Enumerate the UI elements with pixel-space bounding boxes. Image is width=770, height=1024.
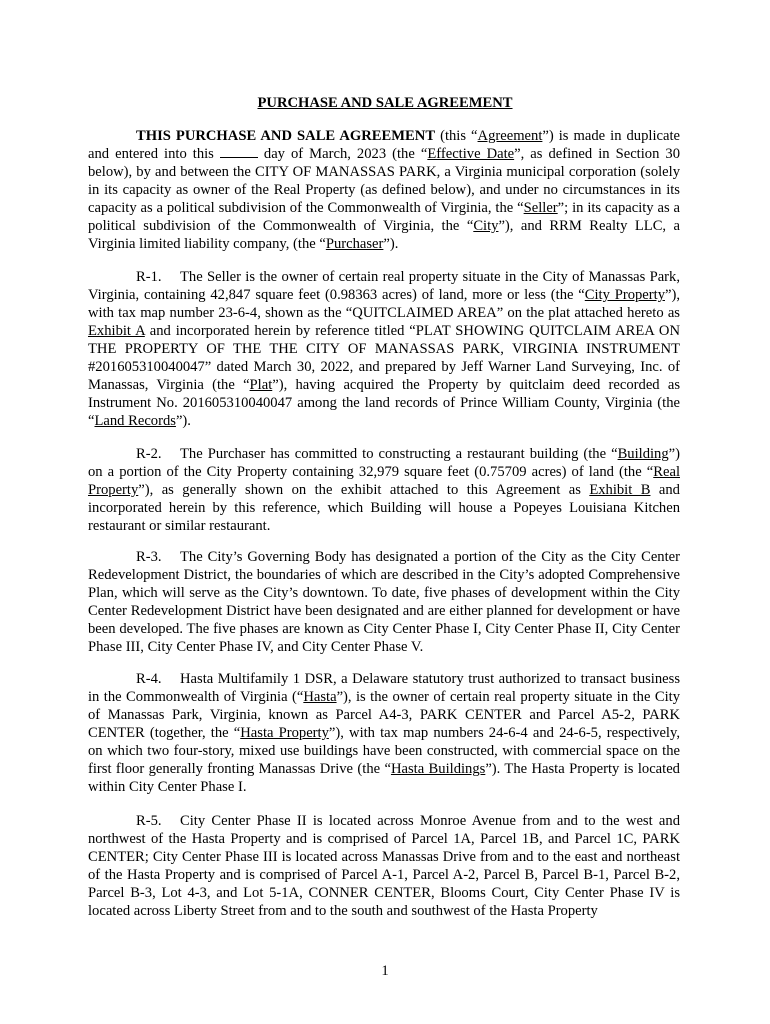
term-real-property: Real Property (88, 464, 680, 498)
term-hasta-property: Hasta Property (240, 725, 329, 741)
term-building: Building (617, 446, 669, 462)
term-purchaser: Purchaser (325, 236, 384, 252)
recital-number: R-5. (136, 813, 162, 829)
recital-number: R-2. (136, 446, 162, 462)
term-city: City (473, 218, 499, 234)
intro-lead: THIS PURCHASE AND SALE AGREEMENT (136, 128, 436, 144)
term-city-property: City Property (584, 287, 665, 303)
document-title: PURCHASE AND SALE AGREEMENT (257, 95, 513, 111)
recital-r1: R-1. The Seller is the owner of certain real property situate in the City of Manassas Park, Virginia, containing 42,847 square feet (0.98363 acres) of land, more or less (the “City Property”), with tax map number 23-6-4, shown as the “QUITCLAIMED AREA” on the plat attached hereto as Exhibit A and incorporated herein by reference titled “PLAT SHOWING QUITCLAIM AREA ON THE PROPERTY OF THE THE CITY OF MANASSAS PARK, VIRGINIA INSTRUMENT #201605310040047” dated March 30, 2022, and prepared by Jeff Warner Land Surveying, Inc. of Manassas, Virginia (the “Plat”), having acquired the Property by quitclaim deed recorded as Instrument No. 201605310040047 among the land records of Prince William County, Virginia (the “Land Records”). (88, 269, 681, 429)
term-hasta: Hasta (303, 689, 337, 705)
recital-number: R-3. (136, 549, 162, 565)
page-number: 1 (381, 963, 389, 979)
recital-r5: R-5. City Center Phase II is located across Monroe Avenue from and to the west and northwest of the Hasta Property and is comprised of Parcel 1A, Parcel 1B, and Parcel 1C, PARK CENTER; City Center Phase III is located across Manassas Drive from and to the east and northeast of the Hasta Property and is comprised of Parcel A-1, Parcel A-2, Parcel B, Parcel B-1, Parcel B-2, Parcel B-3, Lot 4-3, and Lot 5-1A, CONNER CENTER, Blooms Court, City Center Phase IV is located across Liberty Street from and to the south and southwest of the Hasta Property (88, 813, 680, 919)
term-exhibit-a: Exhibit A (88, 323, 145, 339)
date-blank (220, 145, 258, 158)
recital-r3: R-3. The City’s Governing Body has designated a portion of the City as the City Center Redevelopment District, the boundaries of which are described in the City’s adopted Comprehensive Plan, which will serve as the City’s downtown. To date, five phases of development within the City Center Redevelopment District have been designated and are either planned for development or have been developed. The five phases are known as City Center Phase I, City Center Phase II, City Center Phase III, City Center Phase IV, and City Center Phase V. (88, 549, 680, 655)
term-hasta-buildings: Hasta Buildings (390, 761, 486, 777)
recital-number: R-1. (136, 269, 162, 285)
recital-r2: R-2. The Purchaser has committed to constructing a restaurant building (the “Building”) on a portion of the City Property containing 32,979 square feet (0.75709 acres) of land (the “Real Property”), as generally shown on the exhibit attached to this Agreement as Exhibit B and incorporated herein by this reference, which Building will house a Popeyes Louisiana Kitchen restaurant or similar restaurant. (88, 446, 680, 534)
term-effective-date: Effective Date (427, 146, 515, 162)
recital-number: R-4. (136, 671, 162, 687)
term-agreement: Agreement (477, 128, 543, 144)
intro-paragraph: THIS PURCHASE AND SALE AGREEMENT (this “Agreement”) is made in duplicate and entered into this day of March, 2023 (the “Effective Date”, as defined in Section 30 below), by and between the CITY OF MANASSAS PARK, a Virginia municipal corporation (solely in its capacity as owner of the Real Property (as defined below), and under no circumstances in its capacity as a political subdivision of the Commonwealth of Virginia, the “Seller”; in its capacity as a political subdivision of the Commonwealth of Virginia, the “City”), and RRM Realty LLC, a Virginia limited liability company, (the “Purchaser”). (88, 128, 681, 252)
term-land-records: Land Records (94, 413, 176, 429)
term-exhibit-b: Exhibit B (589, 482, 651, 498)
recital-r4: R-4. Hasta Multifamily 1 DSR, a Delaware statutory trust authorized to transact business in the Commonwealth of Virginia (“Hasta”), is the owner of certain real property situate in the City of Manassas Park, Virginia, known as Parcel A4-3, PARK CENTER and Parcel A5-2, PARK CENTER (together, the “Hasta Property”), with tax map numbers 24-6-4 and 24-6-5, respectively, on which two four-story, mixed use buildings have been constructed, with commercial space on the first floor generally fronting Manassas Drive (the “Hasta Buildings”). The Hasta Property is located within City Center Phase I. (88, 671, 681, 795)
term-seller: Seller (523, 200, 558, 216)
term-plat: Plat (249, 377, 273, 393)
